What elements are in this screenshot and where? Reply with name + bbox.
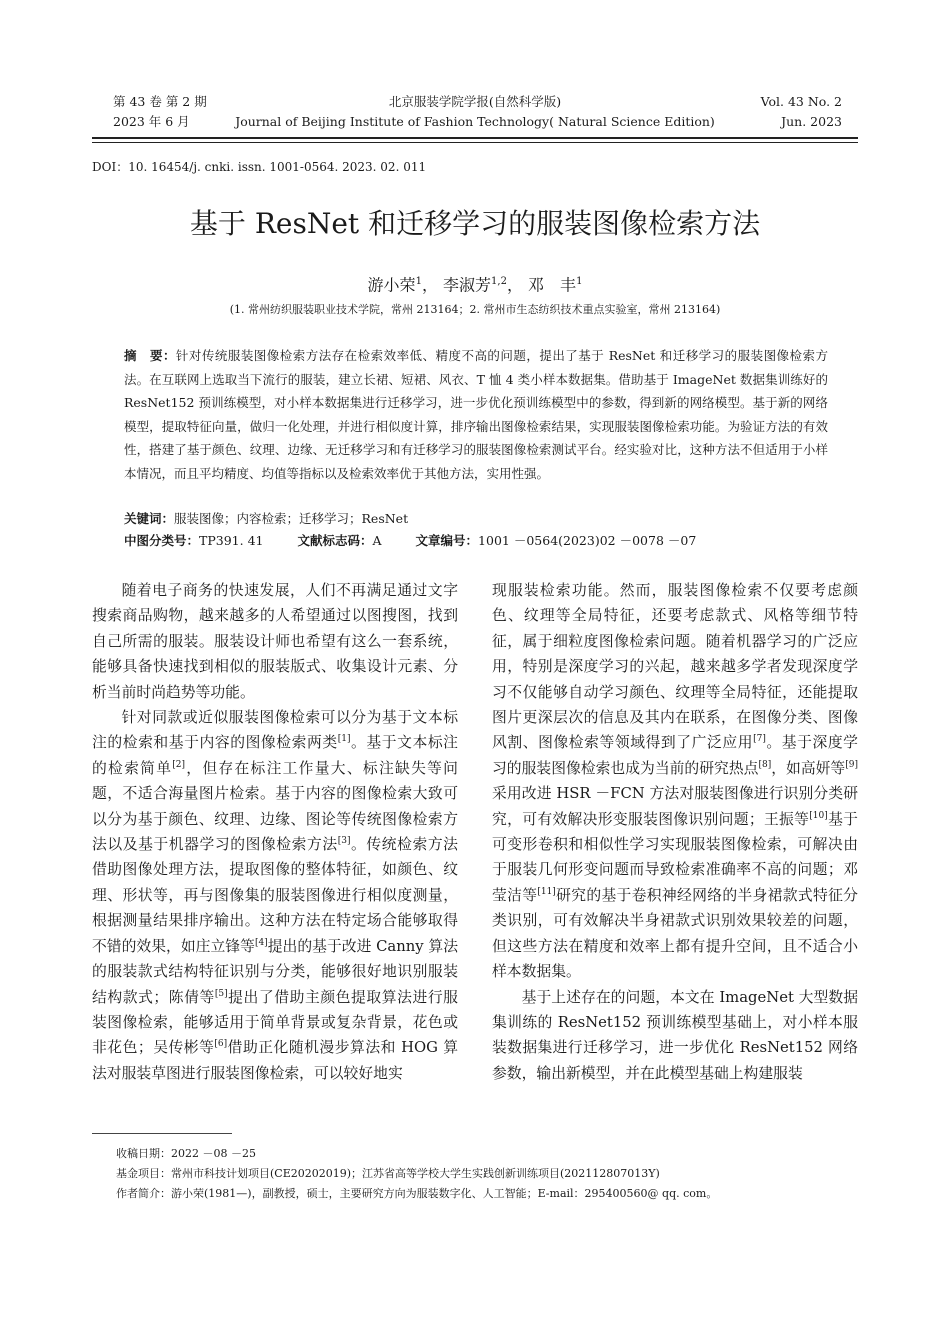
publication-date: 2023 年 6 月 [113, 114, 190, 129]
journal-name-cn: 北京服装学院学报(自然科学版) [388, 94, 562, 109]
citation-ref[interactable]: [7] [753, 734, 766, 745]
doc-code-label: 文献标志码： [297, 533, 373, 548]
abstract [124, 344, 828, 486]
citation-ref[interactable]: [6] [214, 1039, 228, 1050]
classification-line [124, 530, 696, 552]
citation-ref[interactable]: [3] [337, 836, 351, 847]
author-name: 李淑芳 [443, 275, 492, 295]
footnote-funding: 基金项目：常州市科技计划项目(CE20202019)；江苏省高等学校大学生实践创新训练项目(202112807013Y) [116, 1167, 660, 1180]
citation-ref[interactable]: [11] [537, 886, 556, 897]
author-affil-mark: 1 [576, 276, 583, 287]
footnote-author: 作者简介：游小荣(1981—)，副教授，硕士，主要研究方向为服装数字化、人工智能；E-mail：295400560@ qq. com。 [116, 1187, 718, 1200]
footnote-received: 收稿日期：2022 －08 －25 [116, 1147, 256, 1160]
doi[interactable]: DOI：10. 16454/j. cnki. issn. 1001-0564. 2023. 02. 011 [92, 160, 427, 174]
citation-ref[interactable]: [10] [809, 810, 828, 821]
affiliations: (1. 常州纺织服装职业技术学院，常州 213164；2. 常州市生态纺织技术重点实验室，常州 213164) [229, 303, 721, 316]
keywords-text: 服装图像；内容检索；迁移学习；ResNet [174, 511, 409, 526]
body-column-right [492, 578, 858, 1086]
body-paragraph: 现服装检索功能。然而，服装图像检索不仅要考虑颜色、纹理等全局特征，还要考虑款式、风格等细节特征，属于细粒度图像检索问题。随着机器学习的广泛应用，特别是深度学习的兴起，越来越多学者发现深度学习不仅能够自动学习颜色、纹理等全局特征，还能提取图片更深层次的信息及其内在联系，在图像分类、图像风割、图像检索等领域得到了广泛应用[7]。基于深度学习的服装图像检索也成为当前的研究热点[8]，如高妍等[9]采用改进 HSR －FCN 方法对服装图像进行识别分类研究，可有效解决形变服装图像识别问题；王振等[10]基于可变形卷积和相似性学习实现服装图像检索，可解决由于服装几何形变问题而导致检索准确率不高的问题；邓莹洁等[11]研究的基于卷积神经网络的半身裙款式特征分类识别，可有效解决半身裙款式识别效果较差的问题，但这些方法在精度和效率上都有提升空间，且不适合小样本数据集。 [492, 582, 858, 981]
citation-ref[interactable]: [1] [337, 734, 351, 745]
footnote-divider [92, 1133, 232, 1134]
keywords [124, 508, 408, 530]
paper-title: 基于 ResNet 和迁移学习的服装图像检索方法 [189, 207, 761, 240]
author-name: 游小荣 [367, 275, 416, 295]
keywords-label: 关键词： [124, 511, 175, 526]
body-paragraph: 针对同款或近似服装图像检索可以分为基于文本标注的检索和基于内容的图像检索两类[1]。基于文本标注的检索简单[2]，但存在标注工作量大、标注缺失等问题，不适合海量图片检索。基于内容的图像检索大致可以分为基于颜色、纹理、边缘、图论等传统图像检索方法以及基于机器学习的图像检索方法[3]。传统检索方法借助图像处理方法，提取图像的整体特征，如颜色、纹理、形状等，再与图像集的服装图像进行相似度测量，根据测量结果排序输出。这种方法在特定场合能够取得不错的效果，如庄立锋等[4]提出的基于改进 Canny 算法的服装款式结构特征识别与分类，能够很好地识别服装结构款式；陈倩等[5]提出了借助主颜色提取算法进行服装图像检索，能够适用于简单背景或复杂背景，花色或非花色；吴传彬等[6]借助正化随机漫步算法和 HOG 算法对服装草图进行服装图像检索，可以较好地实 [92, 709, 458, 1082]
article-id-label: 文章编号： [415, 533, 479, 548]
citation-ref[interactable]: [8] [758, 759, 772, 770]
body-paragraph: 基于上述存在的问题，本文在 ImageNet 大型数据集训练的 ResNet152 预训练模型基础上，对小样本服装数据集进行迁移学习，进一步优化 ResNet152 网络参数，输出新模型，并在此模型基础上构建服装 [492, 988, 858, 1082]
body-column-left [92, 578, 458, 1086]
citation-ref[interactable]: [2] [172, 759, 186, 770]
volume-issue-en: Vol. 43 No. 2 [760, 94, 842, 109]
abstract-text: 针对传统服装图像检索方法存在检索效率低、精度不高的问题，提出了基于 ResNet 和迁移学习的服装图像检索方法。在互联网上选取当下流行的服装，建立长裙、短裙、风衣、T 恤 4 类小样本数据集。借助基于 ImageNet 数据集训练好的 ResNet152 预训练模型，对小样本数据集进行迁移学习，进一步优化预训练模型中的参数，得到新的网络模型。基于新的网络模型，提取特征向量，做归一化处理，并进行相似度计算，排序输出图像检索结果，实现服装图像检索功能。为验证方法的有效性，搭建了基于颜色、纹理、边缘、无迁移学习和有迁移学习的服装图像检索测试平台。经实验对比，这种方法不但适用于小样本情况，而且平均精度、均值等指标以及检索效率优于其他方法，实用性强。 [124, 348, 828, 481]
body-paragraph: 随着电子商务的快速发展，人们不再满足通过文字搜索商品购物，越来越多的人希望通过以图搜图，找到自己所需的服装。服装设计师也希望有这么一套系统，能够具备快速找到相似的服装版式、收集设计元素、分析当前时尚趋势等功能。 [92, 582, 458, 701]
author-affil-mark: 1 [415, 276, 422, 287]
publication-date-en: Jun. 2023 [781, 114, 842, 129]
header-rule-thick [92, 137, 858, 139]
doc-code-value: A [372, 533, 382, 548]
citation-ref[interactable]: [5] [214, 988, 228, 999]
author-list: 游小荣$^1$， 李淑芳$^{1,2}$， 邓 丰$^1$ [367, 275, 583, 295]
header-rule-thin [92, 142, 858, 143]
journal-volume-en [761, 92, 842, 132]
author-name: 邓 丰 [528, 275, 577, 295]
clc-label: 中图分类号： [124, 533, 200, 548]
author-affil-mark: 1,2 [491, 276, 507, 287]
citation-ref[interactable]: [9] [845, 759, 858, 770]
journal-name [190, 92, 760, 132]
clc-value: TP391. 41 [199, 533, 264, 548]
abstract-label: 摘 要： [124, 348, 176, 363]
citation-ref[interactable]: [4] [254, 937, 268, 948]
journal-name-en: Journal of Beijing Institute of Fashion Technology( Natural Science Edition) [235, 114, 715, 129]
volume-issue: 第 43 卷 第 2 期 [113, 94, 207, 109]
article-id-value: 1001 －0564(2023)02 －0078 －07 [478, 533, 697, 548]
